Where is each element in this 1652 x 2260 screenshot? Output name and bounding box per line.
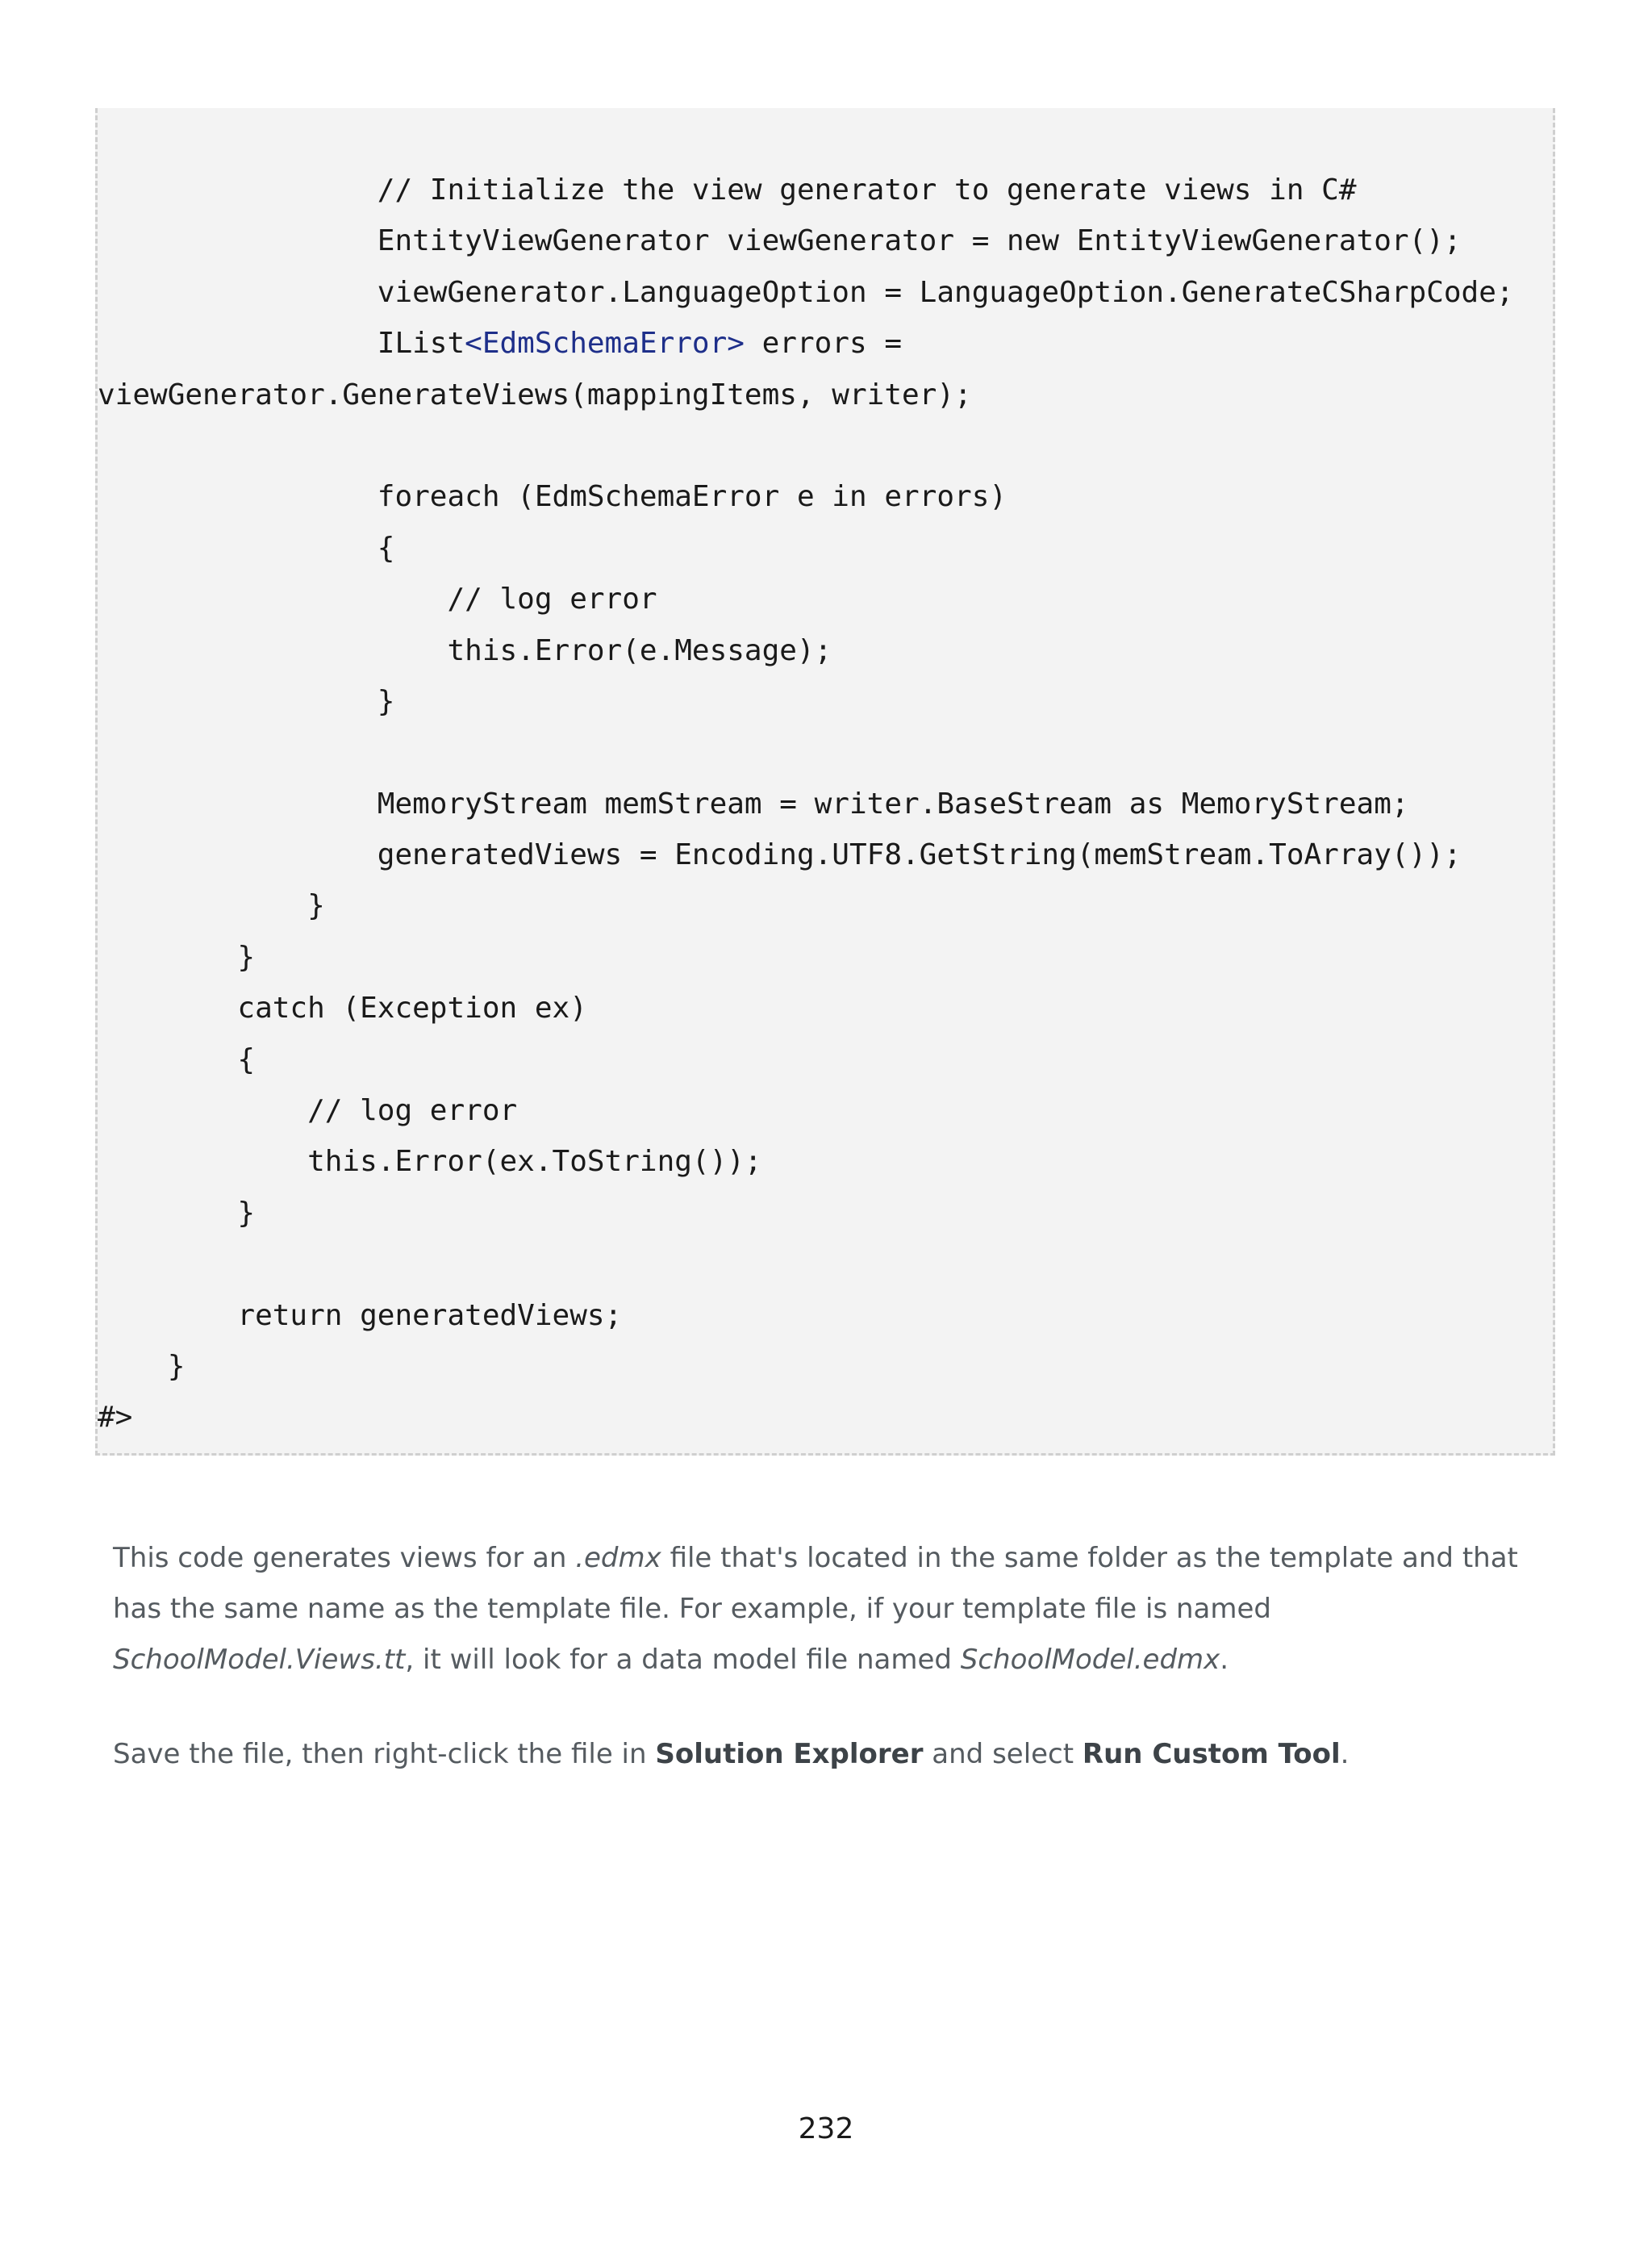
ui-term-solution-explorer: Solution Explorer (655, 1738, 924, 1770)
code-line: } (98, 1349, 186, 1383)
code-line: // log error (98, 583, 657, 616)
paragraph-text: and select (923, 1738, 1083, 1770)
code-line (98, 420, 1553, 471)
instruction-paragraph (113, 1729, 1541, 1780)
code-line: // Initialize the view generator to generate views in C# (98, 173, 1357, 207)
code-line: #> (98, 1401, 133, 1435)
paragraph-emphasis: SchoolModel.Views.tt (113, 1644, 406, 1676)
code-line: // log error (98, 1094, 518, 1128)
description-paragraph (113, 1533, 1541, 1686)
code-line (98, 318, 1553, 369)
paragraph-text: This code generates views for an (113, 1542, 576, 1574)
paragraph-text: , it will look for a data model file named (405, 1644, 961, 1676)
code-line: generatedViews = Encoding.UTF8.GetString(memStream.ToArray()); (98, 838, 1462, 872)
code-line (98, 1239, 1553, 1289)
code-line: viewGenerator.GenerateViews(mappingItems, writer); (98, 378, 972, 411)
paragraph-text: Save the file, then right-click the file in (113, 1738, 656, 1770)
code-line: catch (Exception ex) (98, 992, 587, 1026)
code-text: IList (98, 327, 465, 361)
code-type-highlight: <EdmSchemaError> (465, 327, 745, 361)
paragraph-emphasis: .edmx (575, 1542, 661, 1574)
code-line: { (98, 531, 395, 565)
code-line: viewGenerator.LanguageOption = LanguageOption.GenerateCSharpCode; (98, 275, 1514, 309)
code-line: } (98, 889, 325, 923)
code-line: } (98, 1196, 256, 1230)
code-line: this.Error(e.Message); (98, 633, 832, 667)
code-line: foreach (EdmSchemaError e in errors) (98, 480, 1007, 514)
code-line (98, 727, 1553, 778)
paragraph-emphasis: SchoolModel.edmx (960, 1644, 1220, 1676)
code-line: MemoryStream memStream = writer.BaseStream as MemoryStream; (98, 787, 1409, 821)
paragraph-text: . (1220, 1644, 1229, 1676)
page-number: 232 (798, 2112, 854, 2145)
code-text: errors = (744, 327, 903, 361)
paragraph-text: file that's located in the same folder as the template and that has the same name as the template file. For example, if your template file is named (113, 1542, 1518, 1625)
code-block (95, 108, 1555, 1456)
paragraph-text: . (1340, 1738, 1350, 1770)
code-line: EntityViewGenerator viewGenerator = new EntityViewGenerator(); (98, 224, 1462, 258)
code-line: } (98, 684, 395, 718)
ui-term-run-custom-tool: Run Custom Tool (1082, 1738, 1341, 1770)
code-line: { (98, 1042, 256, 1076)
code-line: } (98, 940, 256, 974)
code-line: return generatedViews; (98, 1298, 623, 1332)
code-line: this.Error(ex.ToString()); (98, 1145, 762, 1179)
